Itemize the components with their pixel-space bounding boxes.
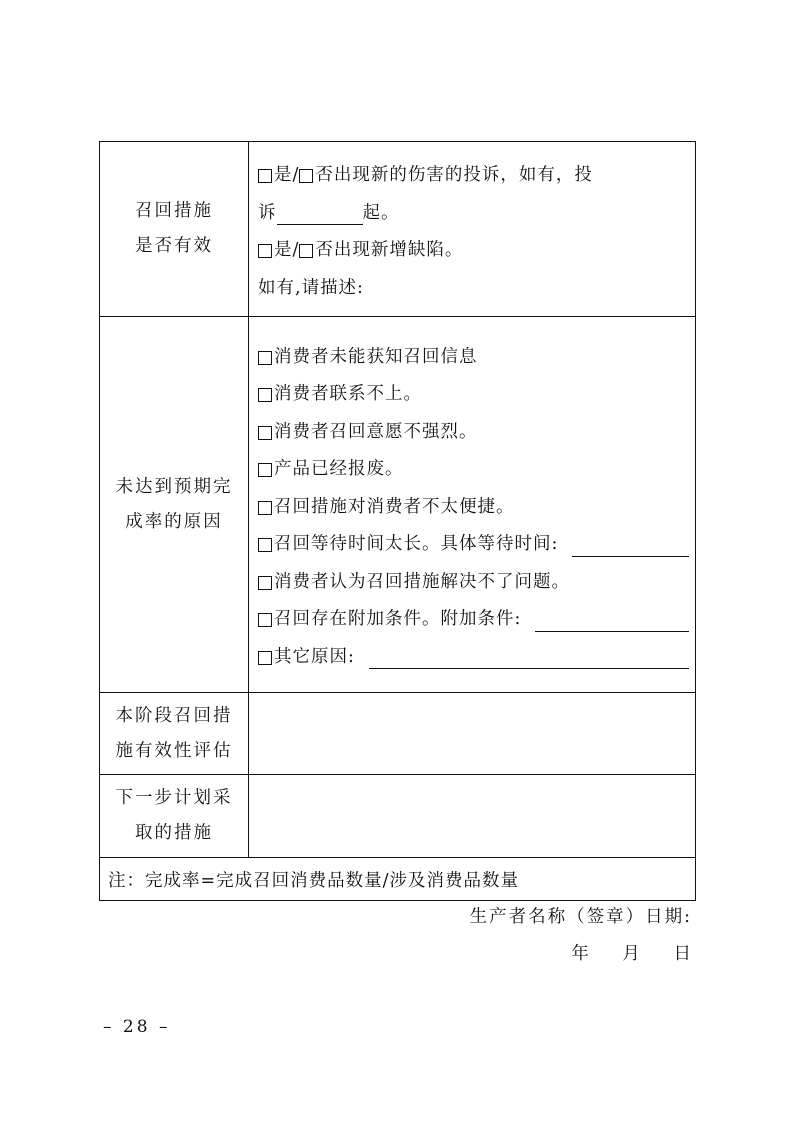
form-row-note — [100, 858, 696, 901]
complaint-count-field[interactable] — [277, 202, 363, 225]
label-line: 本阶段召回措 — [115, 705, 233, 726]
option-text: 消费者未能获知召回信息 — [274, 346, 478, 367]
defect-line — [258, 232, 689, 270]
label-line: 是否有效 — [135, 236, 213, 256]
form-row-effectiveness — [100, 142, 696, 317]
row-content-effectiveness — [249, 142, 696, 317]
option-text: 是/ — [274, 240, 300, 260]
checkbox[interactable] — [258, 426, 272, 440]
reason-option — [258, 526, 689, 564]
reason-option — [258, 451, 689, 489]
form-row-assessment — [100, 693, 696, 775]
option-text: 诉 — [258, 202, 277, 223]
describe-line — [258, 270, 689, 308]
label-line: 取的措施 — [135, 823, 213, 843]
reason-option — [258, 489, 689, 527]
option-text: 召回等待时间太长。具体等待时间: — [274, 534, 559, 555]
reason-option — [258, 339, 689, 377]
reason-option — [258, 564, 689, 602]
assessment-input-cell[interactable] — [249, 693, 696, 775]
date-day: 日 — [673, 944, 691, 964]
reason-option — [258, 601, 689, 639]
option-text: 产品已经报废。 — [274, 459, 404, 480]
option-text: 否出现新增缺陷。 — [315, 240, 464, 260]
label-line: 成率的原因 — [125, 511, 223, 532]
describe-label: 如有,请描述: — [258, 277, 364, 298]
reason-option — [258, 639, 689, 677]
label-line: 召回措施 — [135, 201, 213, 221]
wait-time-field[interactable] — [572, 534, 689, 557]
row-label-effectiveness — [100, 142, 249, 317]
recall-effectiveness-form — [99, 141, 696, 901]
label-line: 下一步计划采 — [115, 788, 233, 808]
checkbox[interactable] — [258, 613, 272, 627]
checkbox[interactable] — [258, 501, 272, 515]
option-text: 消费者联系不上。 — [274, 384, 422, 405]
reason-option — [258, 376, 689, 414]
label-line: 施有效性评估 — [115, 740, 233, 761]
option-text: 召回存在附加条件。附加条件: — [274, 609, 522, 630]
next-steps-input-cell[interactable] — [249, 775, 696, 858]
form-note: 注：完成率=完成召回消费品数量/涉及消费品数量 — [100, 858, 696, 901]
conditions-field[interactable] — [535, 609, 689, 632]
form-row-next-steps — [100, 775, 696, 858]
row-label-next-steps — [100, 775, 249, 858]
option-text: 消费者认为召回措施解决不了问题。 — [274, 571, 570, 592]
checkbox[interactable] — [258, 538, 272, 552]
date-line — [571, 940, 691, 965]
page-number: – 28 – — [103, 1017, 171, 1037]
checkbox[interactable] — [258, 463, 272, 477]
form-row-reasons — [100, 317, 696, 693]
row-content-reasons — [249, 317, 696, 693]
other-reason-field[interactable] — [369, 646, 689, 669]
option-text: 召回措施对消费者不太便捷。 — [274, 496, 515, 517]
option-text: 否出现新的伤害的投诉，如有，投 — [315, 165, 593, 185]
checkbox[interactable] — [258, 576, 272, 590]
date-month: 月 — [622, 944, 640, 964]
row-label-assessment — [100, 693, 249, 775]
date-year: 年 — [571, 944, 589, 964]
checkbox-yes-complaint[interactable] — [258, 169, 272, 183]
reason-option — [258, 414, 689, 452]
checkbox-yes-defect[interactable] — [258, 244, 272, 258]
label-line: 未达到预期完 — [115, 476, 233, 497]
option-text: 消费者召回意愿不强烈。 — [274, 421, 478, 442]
checkbox[interactable] — [258, 388, 272, 402]
option-text: 起。 — [362, 202, 400, 223]
row-label-reasons — [100, 317, 249, 693]
checkbox-no-complaint[interactable] — [299, 169, 313, 183]
checkbox[interactable] — [258, 351, 272, 365]
option-text: 是/ — [274, 165, 300, 185]
checkbox[interactable] — [258, 651, 272, 665]
checkbox-no-defect[interactable] — [299, 244, 313, 258]
complaint-count-line — [258, 195, 689, 233]
complaint-line — [258, 157, 689, 195]
signature-label: 生产者名称（签章）日期: — [469, 907, 692, 927]
option-text: 其它原因: — [274, 646, 355, 667]
